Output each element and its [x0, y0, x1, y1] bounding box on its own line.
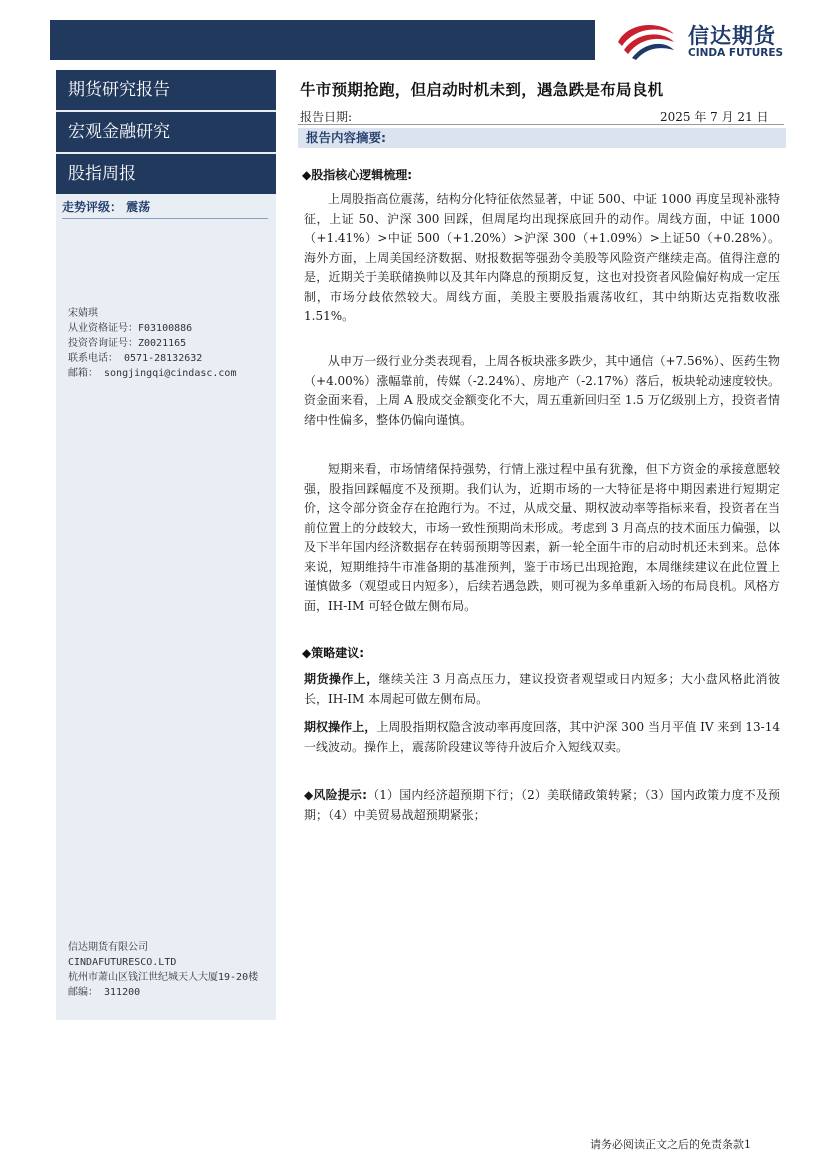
company-postcode: 邮编： 311200 [68, 987, 141, 998]
analyst-name: 宋婧琪 [68, 308, 98, 319]
divider [298, 124, 784, 125]
company-info [68, 940, 268, 1000]
report-date-label: 报告日期: [300, 110, 353, 124]
disclaimer-footer: 请务必阅读正文之后的免责条款1 [590, 1138, 751, 1151]
sidebar-tab-report-type: 期货研究报告 [56, 70, 276, 110]
paragraph-futures-strategy [304, 670, 780, 709]
section-heading-strategy: ◆策略建议: [302, 646, 365, 660]
report-date: 2025 年 7 月 21 日 [660, 110, 769, 124]
paragraph-outlook: 短期来看，市场情绪保持强势，行情上涨过程中虽有犹豫，但下方资金的承接意愿较强，股指回踩幅度不及预期。我们认为，近期市场的一大特征是将中期因素进行短期定价，这令部分资金存在抢跑行为。不过，从成交量、期权波动率等指标来看，投资者在当前位置上的分歧较大，市场一致性预期尚未形成。考虑到 3 月高点的技术面压力偏强，以及下半年国内经济数据存在转弱预期等因素，新一轮全面牛市的启动时机还未到来。总体来说，短期维持牛市准备期的基准预判，鉴于市场已出现抢跑，本周继续建议在此位置上谨慎做多（观望或日内短多），后续若遇急跌，则可视为多单重新入场的布局良机。风格方面，IH-IM 可轻仓做左侧布局。 [304, 462, 780, 613]
paragraph-risk-warning [304, 786, 780, 825]
company-address: 杭州市萧山区钱江世纪城天人大厦19-20楼 [68, 972, 259, 983]
options-text: 上周股指期权隐含波动率再度回落，其中沪深 300 当月平值 IV 来到 13-14 一线波动。操作上，震荡阶段建议等待升波后介入短线双卖。 [304, 720, 780, 754]
paragraph-sector-review: 从申万一级行业分类表现看，上周各板块涨多跌少，其中通信（+7.56%）、医药生物（+4.00%）涨幅靠前，传媒（-2.24%）、房地产（-2.17%）落后，板块轮动速度较快。资金面来看，上周 A 股成交金额变化不大，周五重新回归至 1.5 万亿级别上方，投资者情绪中性偏多，整体仍偏向谨慎。 [304, 354, 780, 427]
paragraph-market-review: 上周股指高位震荡，结构分化特征依然显著，中证 500、中证 1000 再度呈现补涨特征，上证 50、沪深 300 回踩，但周尾均出现探底回升的动作。周线方面，中证 1000（+1.41%）>中证 500（+1.20%）>沪深 300（+1.09%）>上证50（+0.28%）。海外方面，上周美国经济数据、财报数据等强劲令美股等风险资产继续走高。值得注意的是，近期关于美联储换帅以及其年内降息的预期反复，这也对投资者风险偏好构成一定压制，市场分歧依然较大。周线方面，美股主要股指震荡收红，其中纳斯达克指数收涨 1.51%。 [304, 192, 780, 323]
summary-heading: 报告内容摘要: [298, 128, 786, 148]
analyst-phone: 联系电话： 0571-28132632 [68, 353, 203, 364]
sidebar-tab-category: 宏观金融研究 [56, 112, 276, 152]
company-name: 信达期货有限公司 [68, 942, 148, 953]
company-logo [614, 18, 804, 62]
divider [62, 218, 268, 219]
logo-swoosh-icon [614, 20, 678, 60]
section-heading-core-logic: ◆股指核心逻辑梳理: [302, 168, 413, 182]
risk-text: （1）国内经济超预期下行；（2）美联储政策转紧；（3）国内政策力度不及预期；（4）中美贸易战超预期紧张； [304, 788, 780, 822]
risk-label: ◆风险提示: [304, 788, 367, 802]
sidebar-tab-subject: 股指周报 [56, 154, 276, 194]
logo-text-cn: 信达期货 [688, 24, 776, 48]
paragraph-options-strategy [304, 718, 780, 757]
futures-label: 期货操作上， [304, 672, 379, 686]
company-name-en: CINDAFUTURESCO.LTD [68, 957, 177, 968]
analyst-qualification: 从业资格证号：F03100886 [68, 323, 193, 334]
analyst-email: 邮箱： songjingqi@cindasc.com [68, 368, 237, 379]
trend-rating: 走势评级： 震荡 [62, 200, 151, 214]
options-label: 期权操作上， [304, 720, 377, 734]
header-bar [50, 20, 595, 60]
analyst-info [68, 306, 273, 381]
futures-text: 继续关注 3 月高点压力，建议投资者观望或日内短多；大小盘风格此消彼长，IH-IM 本周起可做左侧布局。 [304, 672, 780, 706]
logo-text-en: CINDA FUTURES [688, 47, 784, 59]
report-title: 牛市预期抢跑，但启动时机未到，遇急跌是布局良机 [300, 81, 664, 99]
analyst-advisory: 投资咨询证号：Z0021165 [68, 338, 187, 349]
